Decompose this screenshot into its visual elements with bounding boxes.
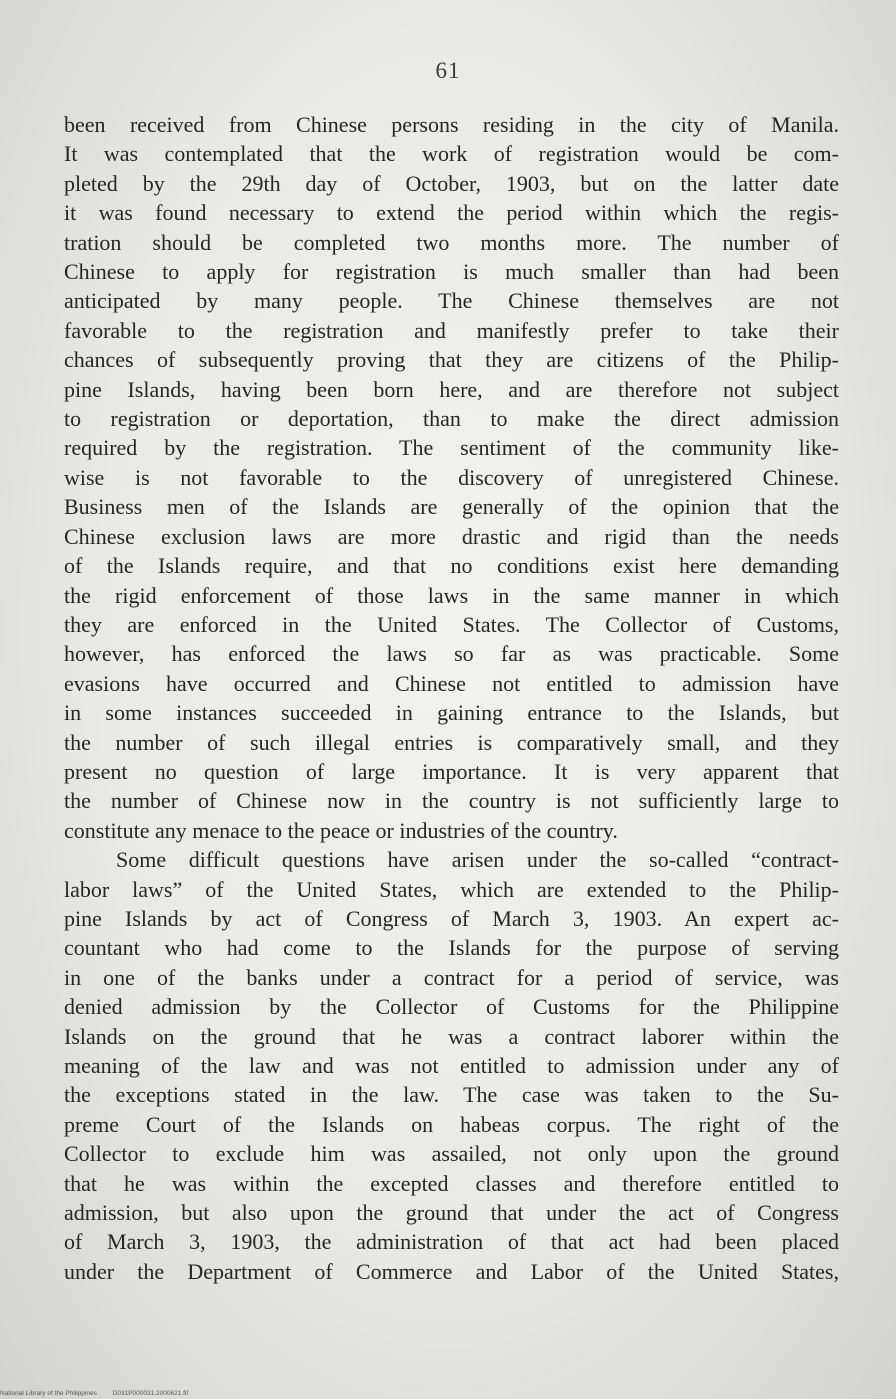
text-line: meaning of the law and was not entitled to admission under any of xyxy=(64,1053,839,1078)
text-line: in one of the banks under a contract for a period of service, was xyxy=(64,964,839,990)
text-line: preme Court of the Islands on habeas corpus. The right of the xyxy=(64,1111,839,1137)
text-line: tration should be completed two months more. The number of xyxy=(64,229,839,255)
text-line: admission, but also upon the ground that under the act of Congress xyxy=(64,1200,839,1226)
text-line: it was found necessary to extend the period within which the regis- xyxy=(64,200,839,226)
text-line: the exceptions stated in the law. The case was taken to the Su- xyxy=(64,1082,839,1108)
text-line: constitute any menace to the peace or industries of the country. xyxy=(64,817,618,843)
text-line: required by the registration. The sentiment of the community like- xyxy=(64,435,839,461)
text-line: Islands on the ground that he was a contract laborer within the xyxy=(64,1023,839,1049)
paragraph-2 xyxy=(64,845,839,1286)
text-line: they are enforced in the United States. The Collector of Customs, xyxy=(64,611,839,637)
text-line: the number of Chinese now in the country is not sufficiently large to xyxy=(64,788,839,814)
text-line: that he was within the excepted classes and therefore entitled to xyxy=(64,1170,839,1196)
text-line: It was contemplated that the work of registration would be com- xyxy=(64,141,839,167)
text-line: wise is not favorable to the discovery of unregistered Chinese. xyxy=(64,464,839,490)
text-line: present no question of large importance. It is very apparent that xyxy=(64,758,839,784)
scan-footer xyxy=(0,1390,896,1397)
text-line: been received from Chinese persons residing in the city of Manila. xyxy=(64,112,839,137)
text-line: pleted by the 29th day of October, 1903, but on the latter date xyxy=(64,170,839,196)
text-line: favorable to the registration and manifestly prefer to take their xyxy=(64,317,839,343)
text-line: chances of subsequently proving that they are citizens of the Philip- xyxy=(64,347,839,373)
page-number: 61 xyxy=(435,58,461,83)
text-line: pine Islands, having been born here, and are therefore not subject xyxy=(64,376,839,402)
text-line: the rigid enforcement of those laws in the same manner in which xyxy=(64,582,839,608)
text-line: labor laws” of the United States, which are extended to the Philip- xyxy=(64,876,839,902)
text-line: to registration or deportation, than to make the direct admission xyxy=(64,406,839,432)
text-line: under the Department of Commerce and Labor of the United States, xyxy=(64,1258,839,1284)
text-line: evasions have occurred and Chinese not entitled to admission have xyxy=(64,670,839,696)
footer-library: National Library of the Philippines xyxy=(0,1390,97,1397)
text-line: of the Islands require, and that no conditions exist here demanding xyxy=(64,553,839,579)
text-line: denied admission by the Collector of Customs for the Philippine xyxy=(64,994,839,1020)
text-line: however, has enforced the laws so far as was practicable. Some xyxy=(64,641,839,667)
text-line: of March 3, 1903, the administration of that act had been placed xyxy=(64,1229,839,1255)
text-line: pine Islands by act of Congress of March 3, 1903. An expert ac- xyxy=(64,905,839,931)
paragraph-1 xyxy=(64,110,839,845)
text-line: Business men of the Islands are generally of the opinion that the xyxy=(64,494,839,520)
text-line: Some difficult questions have arisen under the so-called “contract- xyxy=(116,847,839,873)
text-line: Chinese to apply for registration is much smaller than had been xyxy=(64,259,839,285)
text-line: in some instances succeeded in gaining entrance to the Islands, but xyxy=(64,700,839,726)
text-line: anticipated by many people. The Chinese themselves are not xyxy=(64,288,839,314)
text-line: Collector to exclude him was assailed, not only upon the ground xyxy=(64,1141,839,1167)
footer-code: D031P000031.2000621.fif xyxy=(112,1390,189,1397)
text-line: the number of such illegal entries is comparatively small, and they xyxy=(64,729,839,755)
body-text xyxy=(64,110,839,1286)
text-line: Chinese exclusion laws are more drastic and rigid than the needs xyxy=(64,523,839,549)
text-line: countant who had come to the Islands for the purpose of serving xyxy=(64,935,839,961)
